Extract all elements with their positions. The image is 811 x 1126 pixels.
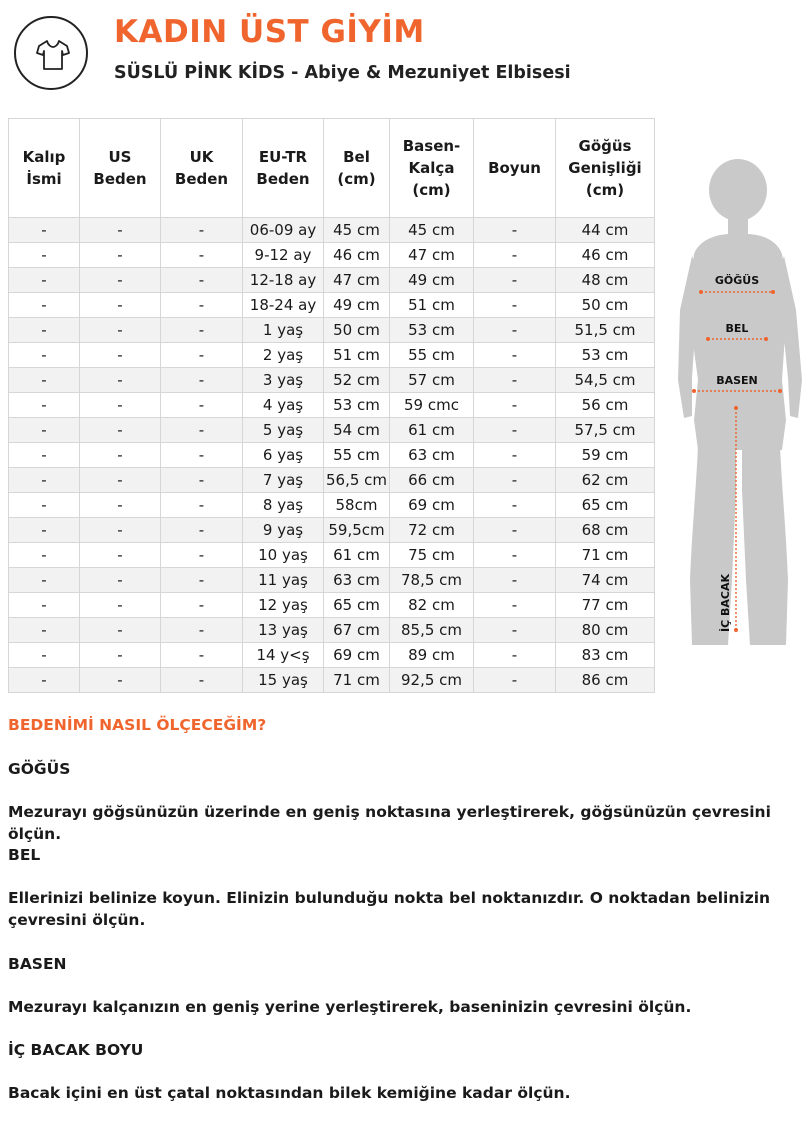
column-header — [9, 119, 80, 218]
table-cell: 15 yaş — [243, 668, 324, 693]
table-cell: - — [9, 493, 80, 518]
table-cell: 45 cm — [324, 218, 390, 243]
table-cell: - — [80, 518, 161, 543]
table-cell: - — [9, 418, 80, 443]
table-cell: 54 cm — [324, 418, 390, 443]
page-title: KADIN ÜST GİYİM — [114, 14, 425, 50]
table-cell: - — [80, 393, 161, 418]
chest-label: GÖĞÜS — [714, 274, 760, 287]
table-cell: - — [474, 243, 556, 268]
guide-chest-text: Mezurayı göğsünüzün üzerinde en geniş noktasına yerleştirerek, göğsünüzün çevresini ölçün. — [8, 803, 771, 843]
table-cell: 80 cm — [556, 618, 655, 643]
table-cell: 50 cm — [556, 293, 655, 318]
table-cell: 66 cm — [390, 468, 474, 493]
table-cell: 85,5 cm — [390, 618, 474, 643]
table-cell: 86 cm — [556, 668, 655, 693]
table-cell: 12-18 ay — [243, 268, 324, 293]
table-cell: - — [9, 543, 80, 568]
table-cell: 44 cm — [556, 218, 655, 243]
table-cell: 2 yaş — [243, 343, 324, 368]
table-cell: - — [9, 593, 80, 618]
table-cell: 49 cm — [390, 268, 474, 293]
table-cell: - — [9, 618, 80, 643]
table-cell: 14 y<ş — [243, 643, 324, 668]
table-cell: - — [161, 393, 243, 418]
table-cell: - — [474, 618, 556, 643]
column-header — [390, 119, 474, 218]
table-cell: 6 yaş — [243, 443, 324, 468]
page-header — [0, 0, 811, 110]
table-cell: - — [80, 368, 161, 393]
table-cell: 9-12 ay — [243, 243, 324, 268]
column-header-line: Beden — [174, 170, 229, 188]
column-header-line: İsmi — [26, 170, 62, 188]
table-cell: 89 cm — [390, 643, 474, 668]
table-cell: - — [161, 568, 243, 593]
table-row — [9, 243, 655, 268]
table-cell: 69 cm — [324, 643, 390, 668]
table-cell: - — [161, 468, 243, 493]
table-row — [9, 393, 655, 418]
table-cell: 54,5 cm — [556, 368, 655, 393]
inseam-label: İÇ BACAK — [719, 573, 732, 632]
table-cell: 46 cm — [556, 243, 655, 268]
table-cell: - — [80, 493, 161, 518]
guide-heading: BEDENİMİ NASIL ÖLÇECEĞİM? — [8, 716, 267, 734]
table-cell: - — [80, 618, 161, 643]
table-cell: 53 cm — [556, 343, 655, 368]
table-cell: 3 yaş — [243, 368, 324, 393]
table-cell: - — [161, 593, 243, 618]
table-row — [9, 493, 655, 518]
table-cell: 18-24 ay — [243, 293, 324, 318]
table-cell: - — [9, 668, 80, 693]
table-body — [9, 218, 655, 693]
table-header-row — [9, 119, 655, 218]
table-row — [9, 443, 655, 468]
table-cell: 65 cm — [324, 593, 390, 618]
table-cell: 5 yaş — [243, 418, 324, 443]
table-cell: - — [80, 543, 161, 568]
table-cell: - — [80, 343, 161, 368]
table-cell: - — [474, 493, 556, 518]
table-cell: 1 yaş — [243, 318, 324, 343]
table-cell: 51,5 cm — [556, 318, 655, 343]
table-cell: 50 cm — [324, 318, 390, 343]
tshirt-icon — [35, 38, 71, 72]
table-cell: 58cm — [324, 493, 390, 518]
table-cell: 57,5 cm — [556, 418, 655, 443]
guide-hip-title: BASEN — [8, 955, 67, 973]
table-cell: 77 cm — [556, 593, 655, 618]
table-cell: - — [474, 668, 556, 693]
table-cell: - — [161, 443, 243, 468]
column-header-line: Bel — [343, 148, 370, 166]
column-header — [474, 119, 556, 218]
table-cell: 61 cm — [324, 543, 390, 568]
table-cell: 46 cm — [324, 243, 390, 268]
column-header-line: Beden — [256, 170, 310, 188]
table-cell: 65 cm — [556, 493, 655, 518]
category-logo — [14, 16, 88, 90]
table-row — [9, 518, 655, 543]
column-header-line: US — [108, 148, 132, 166]
table-cell: 56 cm — [556, 393, 655, 418]
table-row — [9, 218, 655, 243]
table-cell: 72 cm — [390, 518, 474, 543]
table-cell: - — [9, 218, 80, 243]
page-subtitle: SÜSLÜ PİNK KİDS - Abiye & Mezuniyet Elbisesi — [114, 63, 571, 83]
table-cell: - — [80, 568, 161, 593]
column-header-line: Kalıp — [22, 148, 66, 166]
table-row — [9, 543, 655, 568]
table-cell: - — [474, 293, 556, 318]
table-cell: - — [474, 368, 556, 393]
column-header-line: Basen- — [402, 137, 461, 155]
table-row — [9, 318, 655, 343]
table-row — [9, 293, 655, 318]
table-cell: - — [161, 518, 243, 543]
guide-inseam-title: İÇ BACAK BOYU — [8, 1041, 144, 1059]
table-cell: - — [80, 218, 161, 243]
column-header — [80, 119, 161, 218]
table-cell: 51 cm — [324, 343, 390, 368]
table-cell: - — [474, 393, 556, 418]
table-cell: 06-09 ay — [243, 218, 324, 243]
hip-label: BASEN — [716, 374, 758, 387]
table-cell: - — [80, 418, 161, 443]
table-row — [9, 343, 655, 368]
table-cell: 75 cm — [390, 543, 474, 568]
column-header — [243, 119, 324, 218]
table-cell: - — [161, 368, 243, 393]
table-cell: - — [80, 643, 161, 668]
table-cell: 71 cm — [324, 668, 390, 693]
column-header-line: (cm) — [337, 170, 376, 188]
table-cell: 12 yaş — [243, 593, 324, 618]
table-cell: - — [161, 668, 243, 693]
table-cell: - — [161, 293, 243, 318]
table-cell: - — [474, 643, 556, 668]
column-header-line: Beden — [93, 170, 147, 188]
table-cell: - — [474, 268, 556, 293]
column-header-line: EU-TR — [258, 148, 308, 166]
body-silhouette — [678, 159, 802, 645]
table-cell: 49 cm — [324, 293, 390, 318]
table-cell: - — [9, 243, 80, 268]
table-cell: - — [474, 343, 556, 368]
table-cell: - — [161, 343, 243, 368]
table-cell: - — [80, 268, 161, 293]
column-header — [556, 119, 655, 218]
column-header — [161, 119, 243, 218]
table-cell: 57 cm — [390, 368, 474, 393]
table-cell: 59 cmc — [390, 393, 474, 418]
table-cell: - — [80, 668, 161, 693]
table-cell: - — [474, 518, 556, 543]
table-cell: 83 cm — [556, 643, 655, 668]
table-cell: - — [80, 293, 161, 318]
table-cell: 51 cm — [390, 293, 474, 318]
table-cell: 48 cm — [556, 268, 655, 293]
table-cell: 82 cm — [390, 593, 474, 618]
table-cell: - — [161, 543, 243, 568]
table-cell: - — [80, 593, 161, 618]
guide-chest-title: GÖĞÜS — [8, 760, 71, 778]
table-cell: - — [9, 343, 80, 368]
table-cell: 55 cm — [390, 343, 474, 368]
table-cell: 63 cm — [324, 568, 390, 593]
table-cell: - — [474, 468, 556, 493]
column-header-line: Göğüs — [578, 137, 632, 155]
table-cell: - — [80, 443, 161, 468]
table-cell: 13 yaş — [243, 618, 324, 643]
table-row — [9, 618, 655, 643]
table-cell: 68 cm — [556, 518, 655, 543]
table-cell: 53 cm — [324, 393, 390, 418]
table-cell: - — [474, 543, 556, 568]
column-header-line: (cm) — [585, 181, 625, 199]
table-cell: - — [161, 218, 243, 243]
table-cell: 67 cm — [324, 618, 390, 643]
guide-waist-title: BEL — [8, 846, 41, 864]
table-cell: 55 cm — [324, 443, 390, 468]
table-cell: 92,5 cm — [390, 668, 474, 693]
waist-label: BEL — [725, 322, 749, 335]
table-cell: 47 cm — [390, 243, 474, 268]
table-cell: - — [9, 468, 80, 493]
table-cell: 45 cm — [390, 218, 474, 243]
table-row — [9, 468, 655, 493]
table-cell: - — [9, 393, 80, 418]
table-cell: 7 yaş — [243, 468, 324, 493]
table-cell: 56,5 cm — [324, 468, 390, 493]
table-cell: 9 yaş — [243, 518, 324, 543]
table-cell: 71 cm — [556, 543, 655, 568]
table-cell: - — [9, 568, 80, 593]
table-cell: - — [161, 643, 243, 668]
table-cell: 10 yaş — [243, 543, 324, 568]
table-cell: - — [80, 468, 161, 493]
table-cell: - — [474, 593, 556, 618]
table-cell: - — [161, 493, 243, 518]
table-cell: - — [474, 418, 556, 443]
column-header — [324, 119, 390, 218]
table-cell: - — [9, 368, 80, 393]
table-cell: 52 cm — [324, 368, 390, 393]
table-cell: - — [9, 268, 80, 293]
size-table — [8, 118, 655, 693]
column-header-line: Kalça — [408, 159, 455, 177]
table-cell: - — [80, 243, 161, 268]
table-cell: - — [80, 318, 161, 343]
table-cell: - — [9, 293, 80, 318]
table-row — [9, 568, 655, 593]
table-row — [9, 643, 655, 668]
table-cell: - — [161, 418, 243, 443]
table-cell: - — [161, 268, 243, 293]
table-cell: - — [474, 318, 556, 343]
table-cell: 11 yaş — [243, 568, 324, 593]
column-header-line: (cm) — [412, 181, 451, 199]
table-cell: 62 cm — [556, 468, 655, 493]
table-cell: 74 cm — [556, 568, 655, 593]
table-cell: - — [161, 618, 243, 643]
table-cell: - — [474, 568, 556, 593]
table-cell: - — [9, 318, 80, 343]
guide-waist-text: Ellerinizi belinize koyun. Elinizin bulunduğu nokta bel noktanızdır. O noktadan belinizin çevresini ölçün. — [8, 889, 771, 929]
table-cell: - — [474, 218, 556, 243]
table-cell: - — [9, 643, 80, 668]
table-row — [9, 368, 655, 393]
table-row — [9, 268, 655, 293]
table-cell: 61 cm — [390, 418, 474, 443]
table-cell: 78,5 cm — [390, 568, 474, 593]
table-row — [9, 418, 655, 443]
table-cell: 8 yaş — [243, 493, 324, 518]
table-row — [9, 668, 655, 693]
column-header-line: Boyun — [488, 159, 541, 177]
table-cell: - — [9, 443, 80, 468]
table-cell: - — [474, 443, 556, 468]
table-cell: 63 cm — [390, 443, 474, 468]
table-cell: 53 cm — [390, 318, 474, 343]
table-cell: 47 cm — [324, 268, 390, 293]
table-cell: - — [161, 318, 243, 343]
table-cell: 59,5cm — [324, 518, 390, 543]
guide-inseam-text: Bacak içini en üst çatal noktasından bilek kemiğine kadar ölçün. — [8, 1084, 571, 1102]
table-row — [9, 593, 655, 618]
column-header-line: Genişliği — [568, 159, 642, 177]
table-cell: 59 cm — [556, 443, 655, 468]
column-header-line: UK — [189, 148, 214, 166]
body-measurement-figure — [670, 150, 810, 660]
table-cell: 4 yaş — [243, 393, 324, 418]
table-cell: - — [161, 243, 243, 268]
table-cell: - — [9, 518, 80, 543]
guide-hip-text: Mezurayı kalçanızın en geniş yerine yerleştirerek, baseninizin çevresini ölçün. — [8, 998, 692, 1016]
table-cell: 69 cm — [390, 493, 474, 518]
